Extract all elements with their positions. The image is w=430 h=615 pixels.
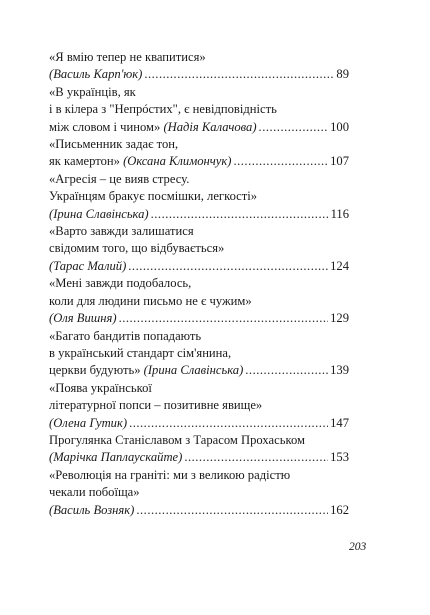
entry-leader-line bbox=[49, 153, 349, 170]
dot-leader bbox=[119, 310, 329, 327]
dot-leader bbox=[136, 502, 328, 519]
entry-title-line: «Поява української bbox=[49, 380, 152, 395]
entry-page-number[interactable]: 107 bbox=[330, 154, 349, 169]
entry-leader-line bbox=[49, 310, 349, 327]
dot-leader bbox=[128, 258, 328, 275]
entry-leader-line bbox=[49, 362, 349, 379]
entry-title-line: свідомим того, що відбувається» bbox=[49, 241, 225, 256]
entry-title-line: «В українців, як bbox=[49, 84, 136, 99]
entry-title-line: в український стандарт сім'янина, bbox=[49, 345, 232, 360]
entry-author: (Оксана Климончук) bbox=[123, 154, 232, 169]
entry-last-line bbox=[49, 415, 127, 432]
entry-page-number[interactable]: 153 bbox=[330, 450, 349, 465]
toc-entry bbox=[49, 380, 349, 432]
entry-title-line: «Письменник задає тон, bbox=[49, 137, 179, 152]
entry-title-line: «Я вмію тепер не квапитися» bbox=[49, 50, 206, 64]
entry-author: (Марічка Паплаускайте) bbox=[49, 450, 183, 465]
toc-entry bbox=[49, 223, 349, 275]
entry-title-line: і в кілера з "Непрóстих", є невідповідність bbox=[49, 102, 277, 117]
dot-leader bbox=[184, 449, 328, 466]
entry-leader-line bbox=[49, 206, 349, 223]
dot-leader bbox=[129, 415, 328, 432]
entry-leader-line bbox=[49, 449, 349, 466]
entry-page-number[interactable]: 89 bbox=[336, 67, 349, 82]
entry-last-line bbox=[49, 66, 142, 83]
entry-leader-line bbox=[49, 502, 349, 519]
entry-page-number[interactable]: 147 bbox=[330, 415, 349, 430]
entry-title-line: літературної попси – позитивне явище» bbox=[49, 398, 263, 413]
entry-last-line bbox=[49, 206, 149, 223]
entry-title-line: чекали побоїща» bbox=[49, 485, 140, 500]
entry-last-line bbox=[49, 449, 182, 466]
toc-entry bbox=[49, 171, 349, 223]
entry-author: (Ірина Славінська) bbox=[143, 363, 244, 378]
entry-last-line bbox=[49, 362, 243, 379]
entry-last-line bbox=[49, 258, 126, 275]
entry-last-line bbox=[49, 502, 134, 519]
entry-page-number[interactable]: 116 bbox=[330, 206, 349, 221]
entry-leader-line bbox=[49, 415, 349, 432]
toc-entry bbox=[49, 328, 349, 380]
entry-author: (Ірина Славінська) bbox=[49, 206, 149, 221]
entry-page-number[interactable]: 124 bbox=[330, 258, 349, 273]
entry-leader-line bbox=[49, 66, 349, 83]
table-of-contents bbox=[49, 49, 349, 519]
page-number: 203 bbox=[349, 541, 367, 553]
toc-entry bbox=[49, 49, 349, 84]
entry-last-line bbox=[49, 119, 257, 136]
entry-last-line bbox=[49, 153, 231, 170]
entry-title-line: «Революція на граніті: ми з великою радістю bbox=[49, 467, 291, 482]
toc-entry bbox=[49, 467, 349, 519]
entry-title-tail: церкви будують» bbox=[49, 363, 144, 378]
entry-author: (Тарас Малий) bbox=[49, 258, 127, 273]
dot-leader bbox=[233, 153, 328, 170]
toc-entry bbox=[49, 136, 349, 171]
dot-leader bbox=[245, 362, 328, 379]
entry-author: (Оля Вишня) bbox=[49, 311, 117, 326]
entry-last-line bbox=[49, 310, 117, 327]
entry-author: (Василь Возняк) bbox=[49, 502, 135, 517]
toc-entry bbox=[49, 84, 349, 136]
entry-title-line: Прогулянка Станіславом з Тарасом Прохаськом bbox=[49, 432, 305, 447]
entry-page-number[interactable]: 129 bbox=[330, 311, 349, 326]
entry-leader-line bbox=[49, 258, 349, 275]
entry-title-line: коли для людини письмо не є чужим» bbox=[49, 293, 252, 308]
dot-leader bbox=[259, 119, 329, 136]
entry-title-line: «Варто завжди залишатися bbox=[49, 224, 194, 239]
entry-author: (Надія Калачова) bbox=[163, 119, 257, 134]
entry-title-line: «Агресія – це вияв стресу. bbox=[49, 171, 190, 186]
entry-leader-line bbox=[49, 119, 349, 136]
entry-title-tail: між словом і чином» bbox=[49, 119, 164, 134]
entry-page-number[interactable]: 100 bbox=[330, 119, 349, 134]
entry-author: (Василь Карп'юк) bbox=[49, 67, 143, 82]
entry-title-tail: як камертон» bbox=[49, 154, 124, 169]
entry-title-line: «Багато бандитів попадають bbox=[49, 328, 202, 343]
entry-title-line: «Мені завжди подобалось, bbox=[49, 276, 192, 291]
toc-entry bbox=[49, 432, 349, 467]
entry-page-number[interactable]: 162 bbox=[330, 502, 349, 517]
toc-entry bbox=[49, 275, 349, 327]
dot-leader bbox=[151, 206, 329, 223]
entry-title-line: Українцям бракує посмішки, легкості» bbox=[49, 189, 258, 204]
entry-author: (Олена Гутик) bbox=[49, 415, 128, 430]
dot-leader bbox=[144, 66, 334, 83]
entry-page-number[interactable]: 139 bbox=[330, 363, 349, 378]
